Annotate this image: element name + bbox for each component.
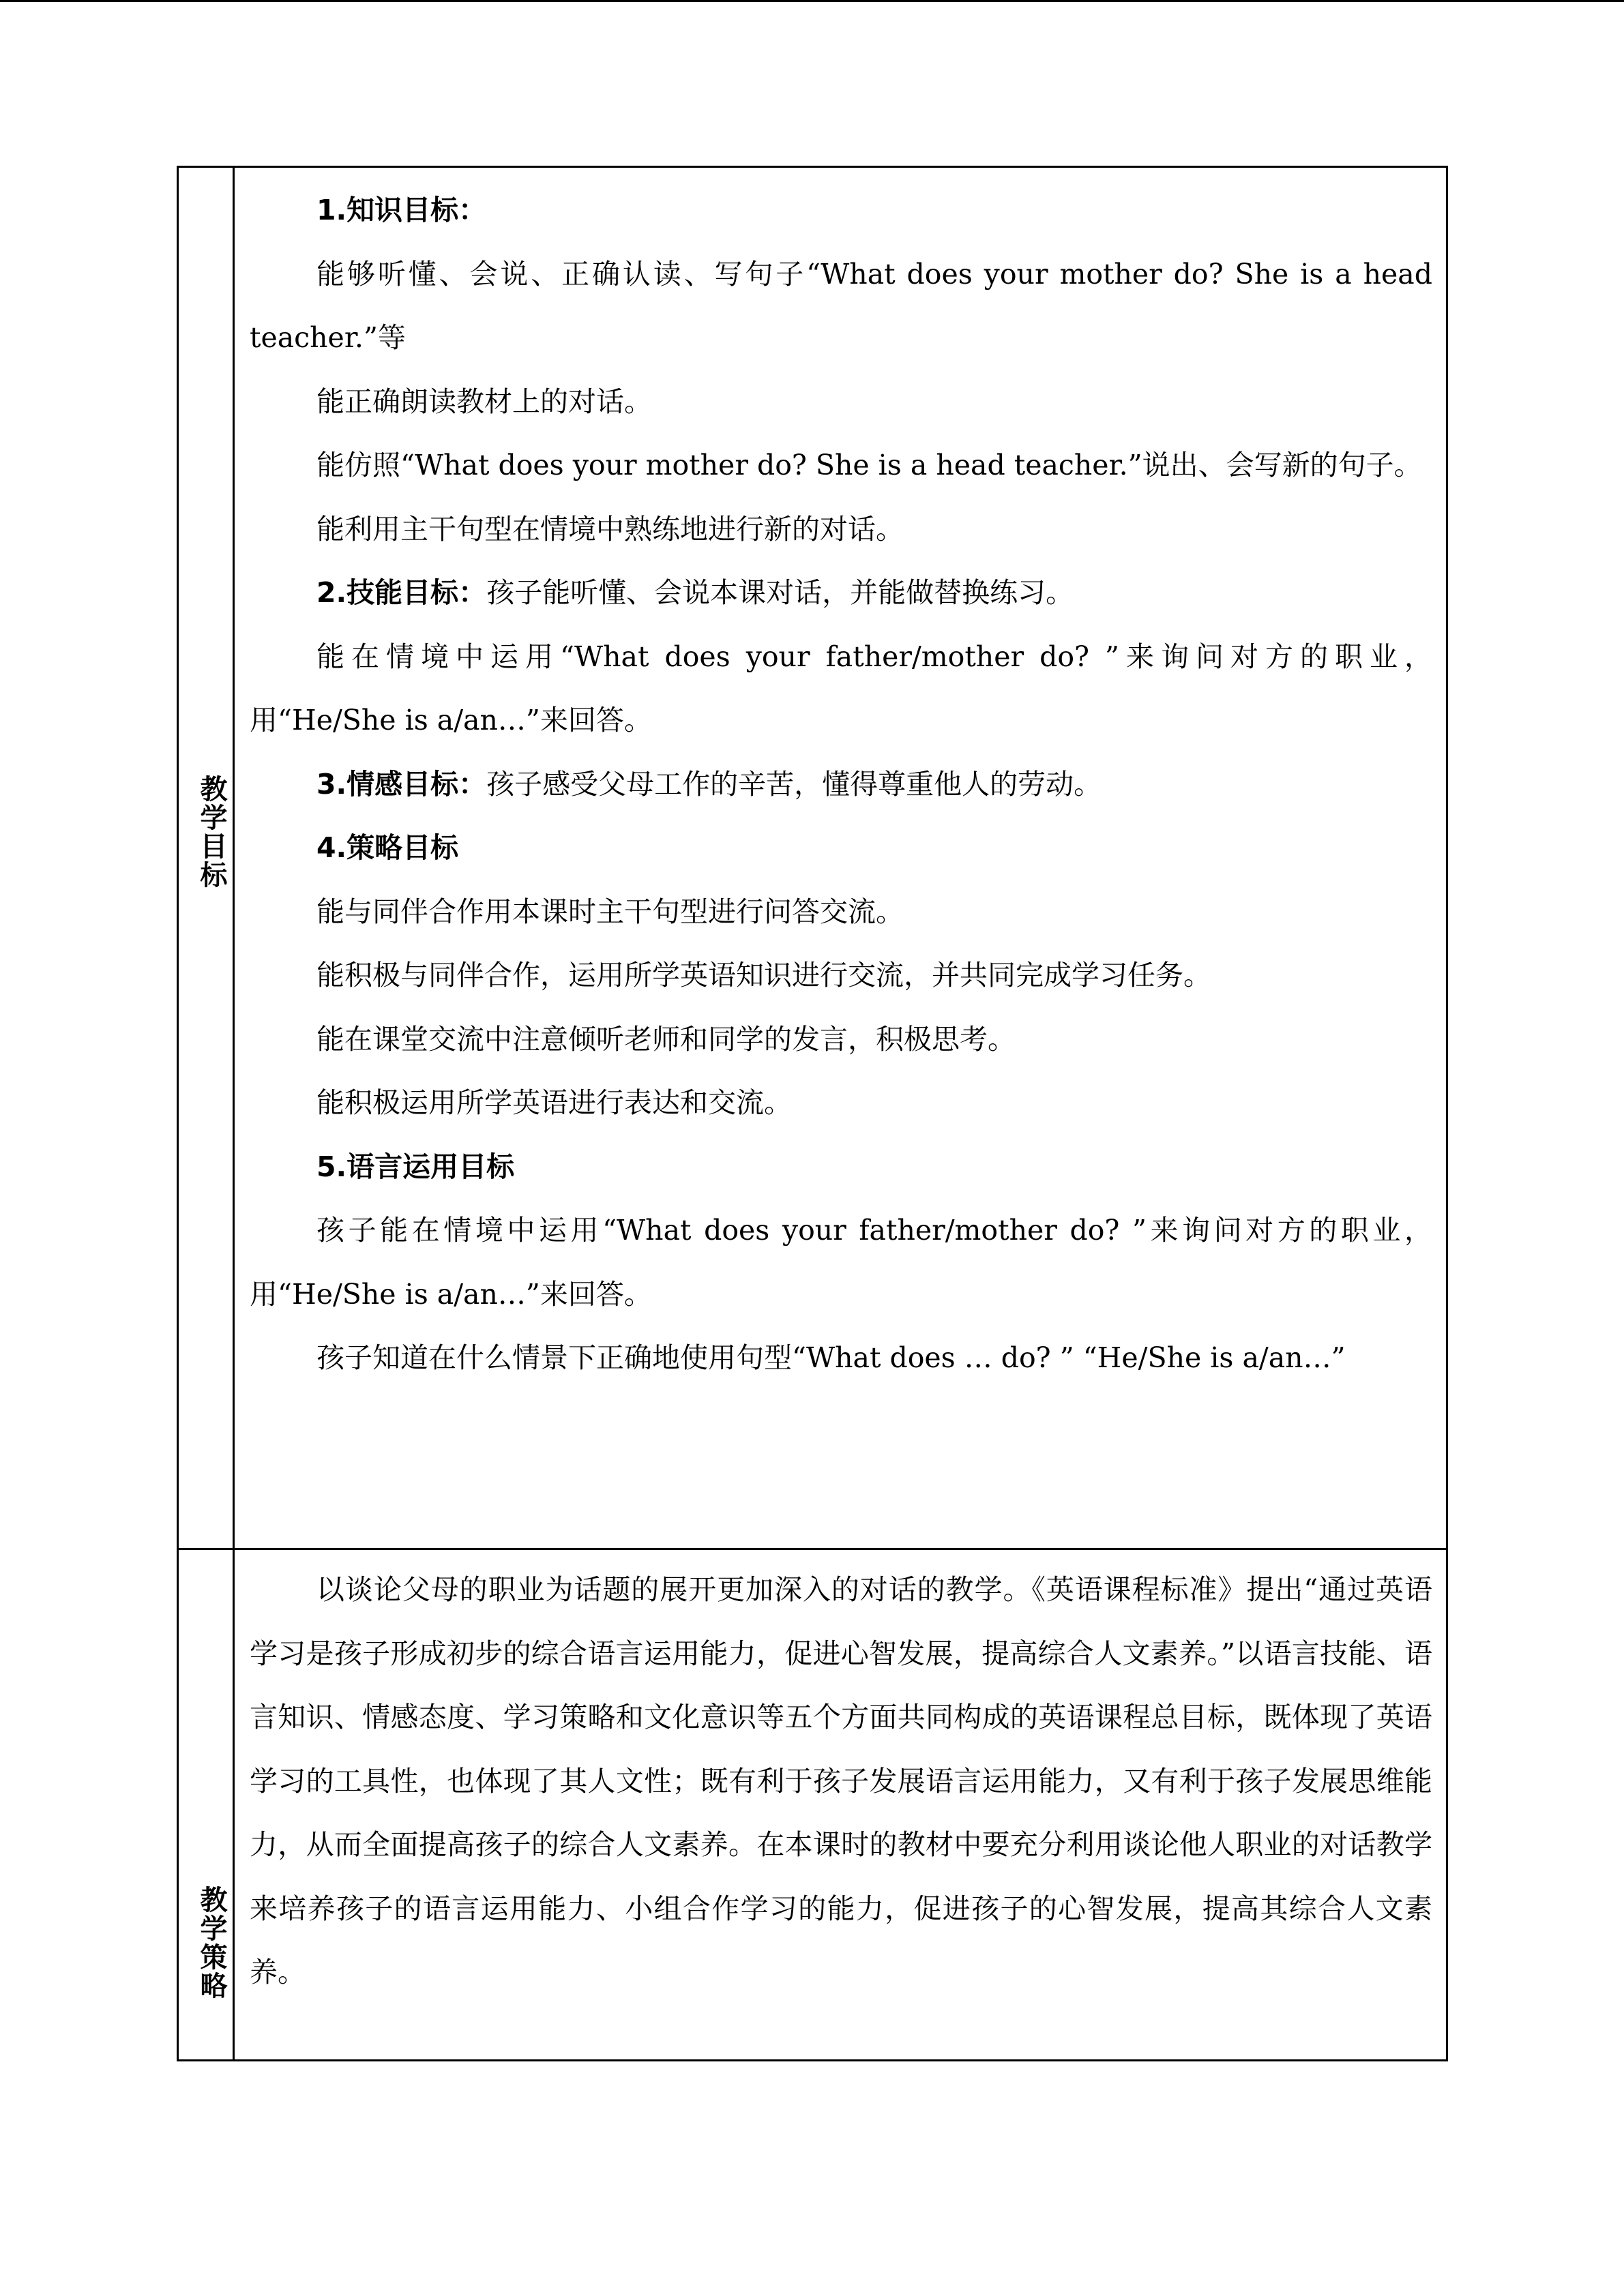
strategy-paragraph: 以谈论父母的职业为话题的展开更加深入的对话的教学。《英语课程标准》提出“通过英语学习是孩子形成初步的综合语言运用能力，促进心智发展，提高综合人文素养。”以语言技能、语言知识、情感态度、学习策略和文化意识等五个方面共同构成的英语课程总目标，既体现了英语学习的工具性，也体现了其人文性；既有利于孩子发展语言运用能力，又有利于孩子发展思维能力，从而全面提高孩子的综合人文素养。在本课时的教材中要充分利用谈论他人职业的对话教学来培养孩子的语言运用能力、小组合作学习的能力，促进孩子的心智发展，提高其综合人文素养。 <box>250 1573 1432 1988</box>
lesson-plan-table <box>177 166 1448 2061</box>
emotion-text: 孩子感受父母工作的辛苦，懂得尊重他人的劳动。 <box>486 767 1102 801</box>
objectives-label: 教学目标 <box>196 775 227 889</box>
strategy-label: 教学策略 <box>196 1885 227 2000</box>
strategy-goal-heading: 4.策略目标 <box>316 831 459 864</box>
knowledge-heading: 1.知识目标： <box>316 194 487 226</box>
language-goal-heading: 5.语言运用目标 <box>316 1150 515 1183</box>
knowledge-item-4: 能利用主干句型在情境中熟练地进行新的对话。 <box>316 512 904 546</box>
skill-detail: 能在情境中运用“What does your father/mother do? ”来询问对方的职业，用“He/She is a/an…”来回答。 <box>250 640 1432 736</box>
strategy-goal-item-4: 能积极运用所学英语进行表达和交流。 <box>316 1086 792 1119</box>
knowledge-item-2: 能正确朗读教材上的对话。 <box>316 385 652 418</box>
skill-heading: 2.技能目标： <box>316 576 487 609</box>
language-goal-item-1: 孩子能在情境中运用“What does your father/mother do? ”来询问对方的职业，用“He/She is a/an…”来回答。 <box>250 1214 1432 1311</box>
strategy-goal-item-3: 能在课堂交流中注意倾听老师和同学的发言，积极思考。 <box>316 1022 1016 1056</box>
emotion-paragraph <box>250 753 1432 817</box>
skill-text: 孩子能听懂、会说本课对话，并能做替换练习。 <box>486 576 1074 609</box>
objectives-content <box>235 168 1446 1548</box>
knowledge-item-1: 能够听懂、会说、正确认读、写句子“What does your mother do? She is a head teacher.”等 <box>250 257 1432 354</box>
skill-paragraph <box>250 561 1432 625</box>
objectives-label-cell <box>179 168 235 1548</box>
emotion-heading: 3.情感目标： <box>316 767 487 801</box>
knowledge-item-3: 能仿照“What does your mother do? She is a head teacher.”说出、会写新的句子。 <box>316 449 1422 481</box>
strategy-content <box>235 1550 1446 2059</box>
language-goal-item-2: 孩子知道在什么情景下正确地使用句型“What does … do? ” “He/She is a/an…” <box>316 1341 1346 1374</box>
strategy-label-cell <box>179 1550 235 2059</box>
strategy-goal-item-2: 能积极与同伴合作，运用所学英语知识进行交流，并共同完成学习任务。 <box>316 959 1211 992</box>
strategy-goal-item-1: 能与同伴合作用本课时主干句型进行问答交流。 <box>316 895 904 928</box>
objectives-row <box>179 168 1446 1550</box>
top-border-line <box>0 0 1624 2</box>
strategy-row <box>179 1550 1446 2059</box>
